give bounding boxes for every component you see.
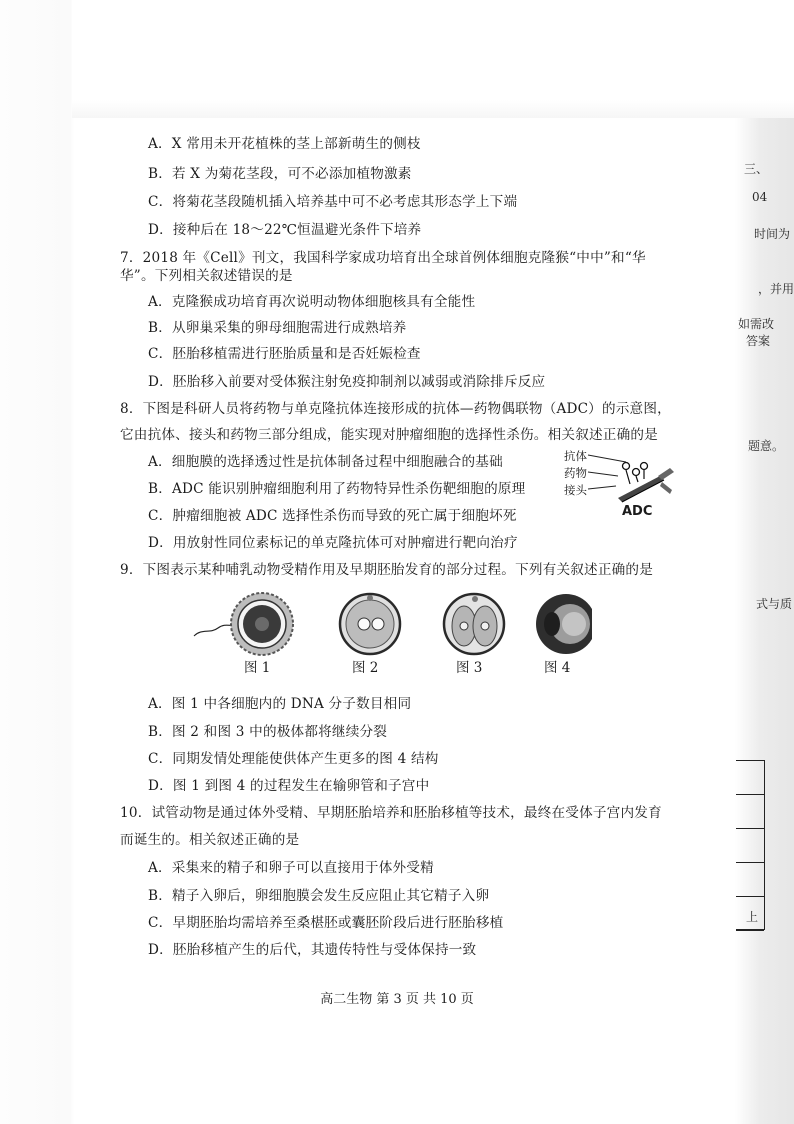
pronucleus: [358, 618, 370, 630]
edge-fragment: ，并用: [758, 282, 794, 296]
q6-option-d: D．接种后在 18～22℃恒温避光条件下培养: [148, 222, 422, 238]
q7-option-c: C．胚胎移植需进行胚胎质量和是否妊娠检查: [148, 346, 421, 362]
antibody-arm-2: [660, 482, 672, 494]
q8-option-a: A．细胞膜的选择透过性是抗体制备过程中细胞融合的基础: [148, 454, 503, 470]
antibody-arm: [658, 468, 674, 480]
caption-fig1: 图 1: [244, 660, 271, 676]
q7-stem-line2: 华”。下列相关叙述错误的是: [120, 268, 293, 284]
q9-stem: 9．下图表示某种哺乳动物受精作用及早期胚胎发育的部分过程。下列有关叙述正确的是: [120, 562, 654, 578]
page-footer: 高二生物 第 3 页 共 10 页: [320, 992, 474, 1007]
linker: [626, 470, 630, 484]
caption-fig3: 图 3: [456, 660, 483, 676]
q10-stem-line2: 而诞生的。相关叙述正确的是: [120, 832, 300, 848]
adc-diagram: [560, 446, 680, 524]
drug-molecule: [641, 463, 648, 470]
scan-top-band: [72, 0, 794, 118]
q10-stem-line1: 10．试管动物是通过体外受精、早期胚胎培养和胚胎移植等技术，最终在受体子宫内发育: [120, 805, 662, 821]
linker: [636, 476, 638, 482]
q10-option-c: C．早期胚胎均需培养至桑椹胚或囊胚阶段后进行胚胎移植: [148, 915, 504, 931]
label-linker: 接头: [564, 483, 587, 497]
edge-fragment: 04: [752, 190, 768, 204]
q10-option-d: D．胚胎移植产生的后代，其遗传特性与受体保持一致: [148, 942, 477, 958]
answer-grid-fragment: [736, 760, 765, 930]
inner-cell-mass: [544, 612, 560, 636]
edge-fragment: 时间为: [754, 227, 791, 241]
q6-option-b: B．若 X 为菊花茎段，可不必添加植物激素: [148, 166, 412, 182]
edge-fragment: 上: [746, 910, 759, 924]
polar-body: [472, 596, 478, 602]
pronucleus: [372, 618, 384, 630]
leader-line-drug: [588, 472, 618, 476]
q8-stem-line2: 它由抗体、接头和药物三部分组成，能实现对肿瘤细胞的选择性杀伤。相关叙述正确的是: [120, 427, 658, 443]
label-antibody: 抗体: [564, 449, 587, 463]
q9-option-b: B．图 2 和图 3 中的极体都将继续分裂: [148, 724, 388, 740]
antibody-heavy-chain: [618, 476, 664, 502]
q8-option-b: B．ADC 能识别肿瘤细胞利用了药物特异性杀伤靶细胞的原理: [148, 481, 526, 497]
edge-fragment: 如需改: [738, 317, 775, 331]
q7-option-a: A．克隆猴成功培育再次说明动物体细胞核具有全能性: [148, 294, 476, 310]
drug-molecule: [623, 463, 630, 470]
q7-option-d: D．胚胎移入前要对受体猴注射免疫抑制剂以减弱或消除排斥反应: [148, 374, 546, 390]
q8-option-c: C．肿瘤细胞被 ADC 选择性杀伤而导致的死亡属于细胞坏死: [148, 508, 517, 524]
q10-option-a: A．采集来的精子和卵子可以直接用于体外受精: [148, 860, 434, 876]
embryo-figures: [192, 588, 592, 674]
leader-line-antibody: [588, 455, 626, 462]
q7-stem-line1: 7．2018 年《Cell》刊文，我国科学家成功培育出全球首例体细胞克隆猴“中中”和“华: [120, 250, 646, 266]
label-adc: ADC: [622, 504, 653, 519]
q6-option-a: A．X 常用未开花植株的茎上部新萌生的侧枝: [148, 136, 421, 152]
caption-fig4: 图 4: [544, 660, 571, 676]
q9-option-c: C．同期发情处理能使供体产生更多的图 4 结构: [148, 751, 439, 767]
edge-fragment: 式与质: [756, 597, 793, 611]
q10-option-b: B．精子入卵后，卵细胞膜会发生反应阻止其它精子入卵: [148, 888, 490, 904]
q7-option-b: B．从卵巢采集的卵母细胞需进行成熟培养: [148, 320, 407, 336]
q9-option-a: A．图 1 中各细胞内的 DNA 分子数目相同: [148, 696, 412, 712]
q6-option-c: C．将菊花茎段随机插入培养基中可不必考虑其形态学上下端: [148, 194, 518, 210]
oocyte-nucleus: [255, 617, 269, 631]
edge-fragment: 三、: [744, 162, 769, 176]
drug-molecule: [633, 469, 640, 476]
q8-option-d: D．用放射性同位素标记的单克隆抗体可对肿瘤进行靶向治疗: [148, 535, 518, 551]
label-drug: 药物: [564, 466, 587, 480]
leader-line-linker: [588, 486, 616, 489]
caption-fig2: 图 2: [352, 660, 379, 676]
edge-fragment: 题意。: [748, 439, 785, 453]
polar-body: [367, 595, 373, 601]
q8-stem-line1: 8．下图是科研人员将药物与单克隆抗体连接形成的抗体—药物偶联物（ADC）的示意图，: [120, 401, 671, 417]
q9-option-d: D．图 1 到图 4 的过程发生在输卵管和子宫中: [148, 778, 430, 794]
edge-fragment: 答案: [746, 334, 771, 348]
